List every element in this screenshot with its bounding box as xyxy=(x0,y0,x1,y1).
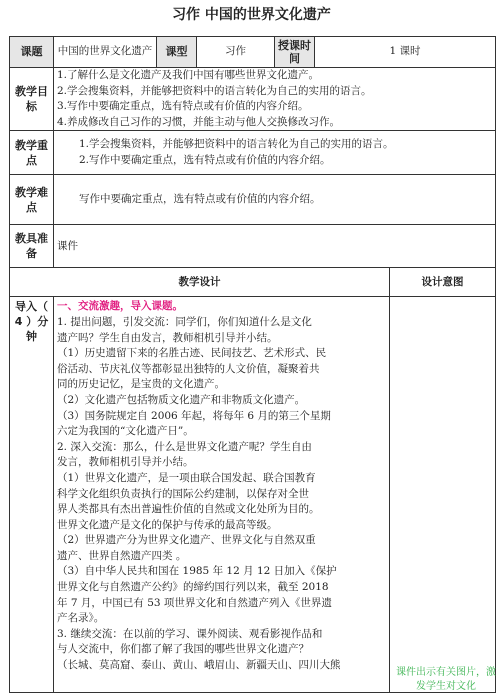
tools-row xyxy=(10,225,496,268)
section-line: 3. 继续交流：在以前的学习、课外阅读、观看影视作品和 xyxy=(57,627,323,640)
goals-content xyxy=(54,68,496,131)
lesson-plan-table xyxy=(9,36,496,693)
tools-label: 教具准备 xyxy=(10,225,54,268)
design-intent-note: 课件出示有关图片，激发学生对文化 xyxy=(396,667,496,692)
section-line: （1）历史遗留下来的名胜古迹、民间技艺、艺术形式、民 xyxy=(57,347,327,360)
section-line: （3）国务院规定自 2006 年起，将每年 6 月的第三个星期 xyxy=(57,409,331,422)
topic-label: 课题 xyxy=(10,37,54,68)
section-line: 俗活动、节庆礼仪等都彰显出独特的人文价值，凝聚着共 xyxy=(57,362,320,375)
section-line: 发言，教师相机引导并小结。 xyxy=(57,456,194,469)
design-column-header: 教学设计 xyxy=(10,268,390,297)
type-label: 课型 xyxy=(157,37,197,68)
goal-item: 1.了解什么是文化遗产及我们中国有哪些世界文化遗产。 xyxy=(57,69,320,81)
section-line: 界人类都具有杰出普遍性价值的自然或文化处所为目的。 xyxy=(57,503,320,516)
section-line: （1）世界文化遗产，是一项由联合国发起、联合国教育 xyxy=(57,471,316,484)
section-line: （3）自中华人民共和国在 1985 年 12 月 12 日加入《保护 xyxy=(57,565,337,578)
header-row xyxy=(10,37,496,68)
section-line: （2）世界遗产分为世界文化遗产、世界文化与自然双重 xyxy=(57,534,316,547)
difficulty-row xyxy=(10,175,496,225)
section-line: 世界文化与自然遗产公约》的缔约国行列以来，截至 2018 xyxy=(57,581,329,594)
section-line: （2）文化遗产包括物质文化遗产和非物质文化遗产。 xyxy=(57,393,306,406)
time-label: 授课时间 xyxy=(275,37,315,68)
section-line: 年 7 月，中国已有 53 项世界文化和自然遗产列入《世界遗 xyxy=(57,596,332,609)
key-points-label: 教学重点 xyxy=(10,131,54,175)
intro-section-label: 导入（ 4 ）分钟 xyxy=(10,297,54,693)
key-point-item: 2.写作中要确定重点，选有特点或有价值的内容介绍。 xyxy=(79,153,331,166)
goal-item: 4.养成修改自己习作的习惯，并能主动与他人交换修改习作。 xyxy=(57,115,341,128)
section-line: 遗产、世界自然遗产四类 。 xyxy=(57,549,187,562)
difficulty-label: 教学难点 xyxy=(10,175,54,225)
topic-value: 中国的世界文化遗产 xyxy=(54,37,157,68)
intent-cell xyxy=(390,297,496,693)
difficulty-text: 写作中要确定重点，选有特点或有价值的内容介绍。 xyxy=(79,193,321,206)
intent-column-header: 设计意图 xyxy=(390,268,496,297)
section-line: 世界文化遗产是文化的保护与传承的最高等级。 xyxy=(57,518,278,531)
intro-section-row xyxy=(10,297,496,693)
design-header-row xyxy=(10,268,496,297)
section-line: 与人交流中，你们都了解了我国的哪些世界文化遗产？ xyxy=(57,643,309,656)
section-heading: 一、交流激趣，导入课题。 xyxy=(57,300,183,313)
section-line: 2. 深入交流：那么，什么是世界文化遗产呢？学生自由 xyxy=(57,440,312,453)
section-line: 同的历史记忆，是宝贵的文化遗产。 xyxy=(57,378,225,391)
goal-item: 3.写作中要确定重点，选有特点或有价值的内容介绍。 xyxy=(57,100,309,113)
goals-row xyxy=(10,68,496,131)
page-title: 习作 中国的世界文化遗产 xyxy=(172,7,331,23)
goals-label: 教学目标 xyxy=(10,68,54,131)
section-line: （长城、莫高窟、泰山、黄山、峨眉山、新疆天山、四川大熊 xyxy=(57,659,341,672)
key-point-item: 1.学会搜集资料，并能够把资料中的语言转化为自己的实用的语言。 xyxy=(79,138,394,151)
goal-item: 2.学会搜集资料，并能够把资料中的语言转化为自己的实用的语言。 xyxy=(57,84,372,97)
hours-value: 1 课时 xyxy=(315,37,496,68)
section-line: 六定为我国的“文化遗产日”。 xyxy=(57,425,194,438)
intro-section-content xyxy=(54,297,390,693)
key-points-content xyxy=(54,131,496,175)
section-line: 产名录》。 xyxy=(57,612,105,625)
section-line: 科学文化组织负责执行的国际公约建制，以保存对全世 xyxy=(57,487,309,500)
difficulty-content xyxy=(54,175,496,225)
tools-text: 课件 xyxy=(54,225,496,268)
key-points-row xyxy=(10,131,496,175)
section-line: 1. 提出问题，引发交流：同学们，你们知道什么是文化 xyxy=(57,315,312,328)
section-line: 遗产吗？学生自由发言，教师相机引导并小结。 xyxy=(57,331,278,344)
type-value: 习作 xyxy=(197,37,275,68)
